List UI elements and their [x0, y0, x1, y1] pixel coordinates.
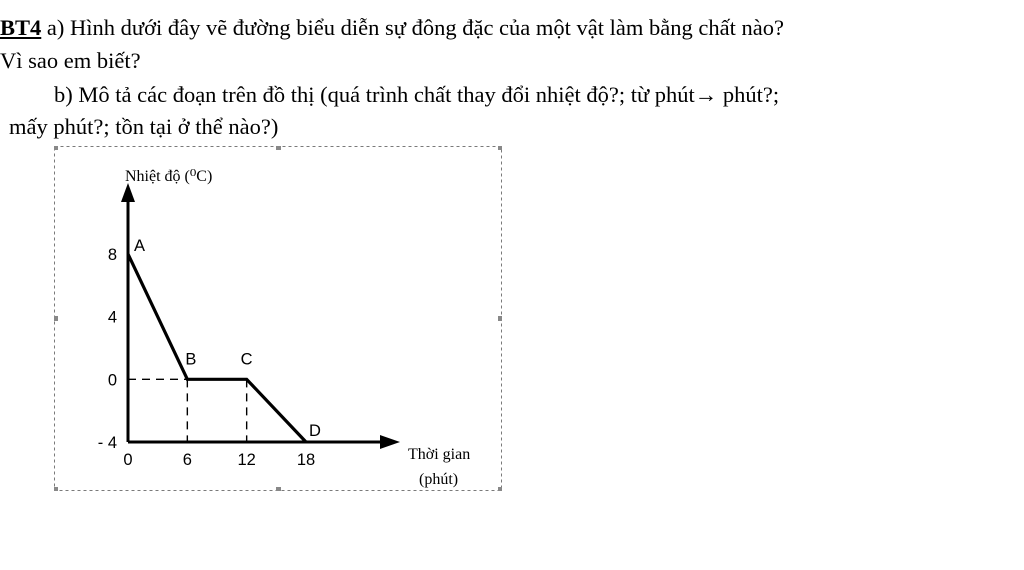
- x-tick-label: 18: [296, 451, 316, 469]
- y-tick-label: 0: [107, 371, 117, 390]
- resize-handle-bottom-left[interactable]: [54, 487, 58, 491]
- resize-handle-bottom-right[interactable]: [498, 487, 502, 491]
- resize-handle-bottom[interactable]: [276, 487, 281, 491]
- x-tick-label: 6: [182, 451, 192, 469]
- x-axis-arrow: [380, 435, 400, 449]
- cooling-graph: [54, 146, 502, 491]
- question-a-text: a) Hình dưới đây vẽ đường biểu diễn sự đông đặc của một vật làm bằng chất nào?: [41, 15, 784, 40]
- cooling-graph-figure[interactable]: [54, 146, 502, 491]
- point-label-c: C: [240, 350, 253, 369]
- y-axis-label: Nhiệt độ (⁰C): [125, 168, 213, 185]
- y-tick-label: 8: [107, 246, 117, 264]
- cooling-curve: [128, 254, 306, 442]
- question-line-2: Vì sao em biết?: [0, 48, 141, 73]
- x-tick-label: 0: [123, 451, 133, 469]
- question-line-1: [0, 17, 784, 40]
- y-axis-arrow: [121, 183, 135, 202]
- resize-handle-top[interactable]: [276, 146, 281, 150]
- y-tick-label: 4: [107, 308, 117, 327]
- resize-handle-top-right[interactable]: [498, 146, 502, 150]
- x-axis-unit: (phút): [419, 471, 459, 488]
- point-label-a: A: [134, 237, 146, 255]
- x-axis-label: Thời gian: [408, 446, 471, 463]
- question-line-4: mấy phút?; tồn tại ở thể nào?): [9, 114, 279, 139]
- question-b-text: b) Mô tả các đoạn trên đồ thị (quá trình chất thay đổi nhiệt độ?; từ phút→ phút?;: [54, 82, 780, 107]
- resize-handle-top-left[interactable]: [54, 146, 58, 150]
- selection-frame: [55, 147, 502, 491]
- resize-handle-left[interactable]: [54, 316, 58, 321]
- exercise-label: BT4: [0, 15, 42, 40]
- point-label-b: B: [185, 350, 197, 369]
- x-tick-label: 12: [237, 451, 256, 469]
- resize-handle-right[interactable]: [498, 316, 502, 321]
- point-label-d: D: [309, 422, 321, 440]
- y-tick-label: - 4: [97, 434, 117, 452]
